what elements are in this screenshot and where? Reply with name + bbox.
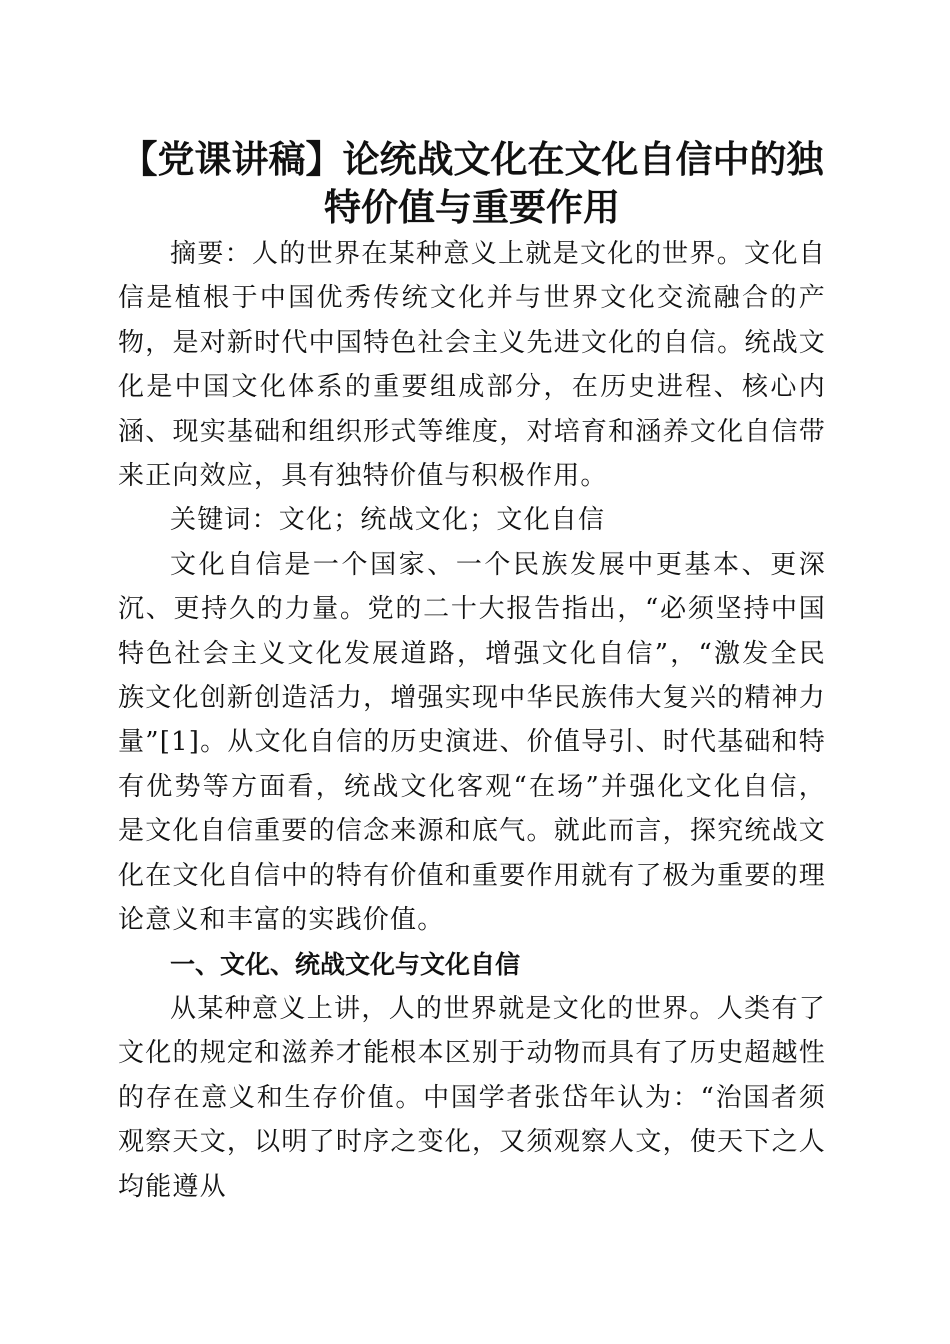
section-heading: 一、文化、统战文化与文化自信 xyxy=(170,949,521,979)
keywords-line: 关键词：文化；统战文化；文化自信 xyxy=(170,505,606,536)
abstract-paragraph: 摘要：人的世界在某种意义上就是文化的世界。文化自信是植根于中国优秀传统文化并与世界文化交流融合的产物，是对新时代中国特色社会主义先进文化的自信。统战文化是中国文化体系的重要组成部分，在历史进程、核心内涵、现实基础和组织形式等维度，对培育和涵养文化自信带来正向效应，具有独特价值与积极作用。 xyxy=(118,239,826,492)
document-title: 【党课讲稿】论统战文化在文化自信中的独特价值与重要作用 xyxy=(120,138,824,229)
document-page xyxy=(118,136,826,1209)
section-paragraph: 从某种意义上讲，人的世界就是文化的世界。人类有了文化的规定和滋养才能根本区别于动物而具有了历史超越性的存在意义和生存价值。中国学者张岱年认为：“治国者须观察天文，以明了时序之变化，又须观察人文，使天下之人均能遵从 xyxy=(118,993,826,1202)
intro-paragraph: 文化自信是一个国家、一个民族发展中更基本、更深沉、更持久的力量。党的二十大报告指出，“必须坚持中国特色社会主义文化发展道路，增强文化自信”，“激发全民族文化创新创造活力，增强实现中华民族伟大复兴的精神力量”[1]。从文化自信的历史演进、价值导引、时代基础和特有优势等方面看，统战文化客观“在场”并强化文化自信，是文化自信重要的信念来源和底气。就此而言，探究统战文化在文化自信中的特有价值和重要作用就有了极为重要的理论意义和丰富的实践价值。 xyxy=(118,549,826,936)
